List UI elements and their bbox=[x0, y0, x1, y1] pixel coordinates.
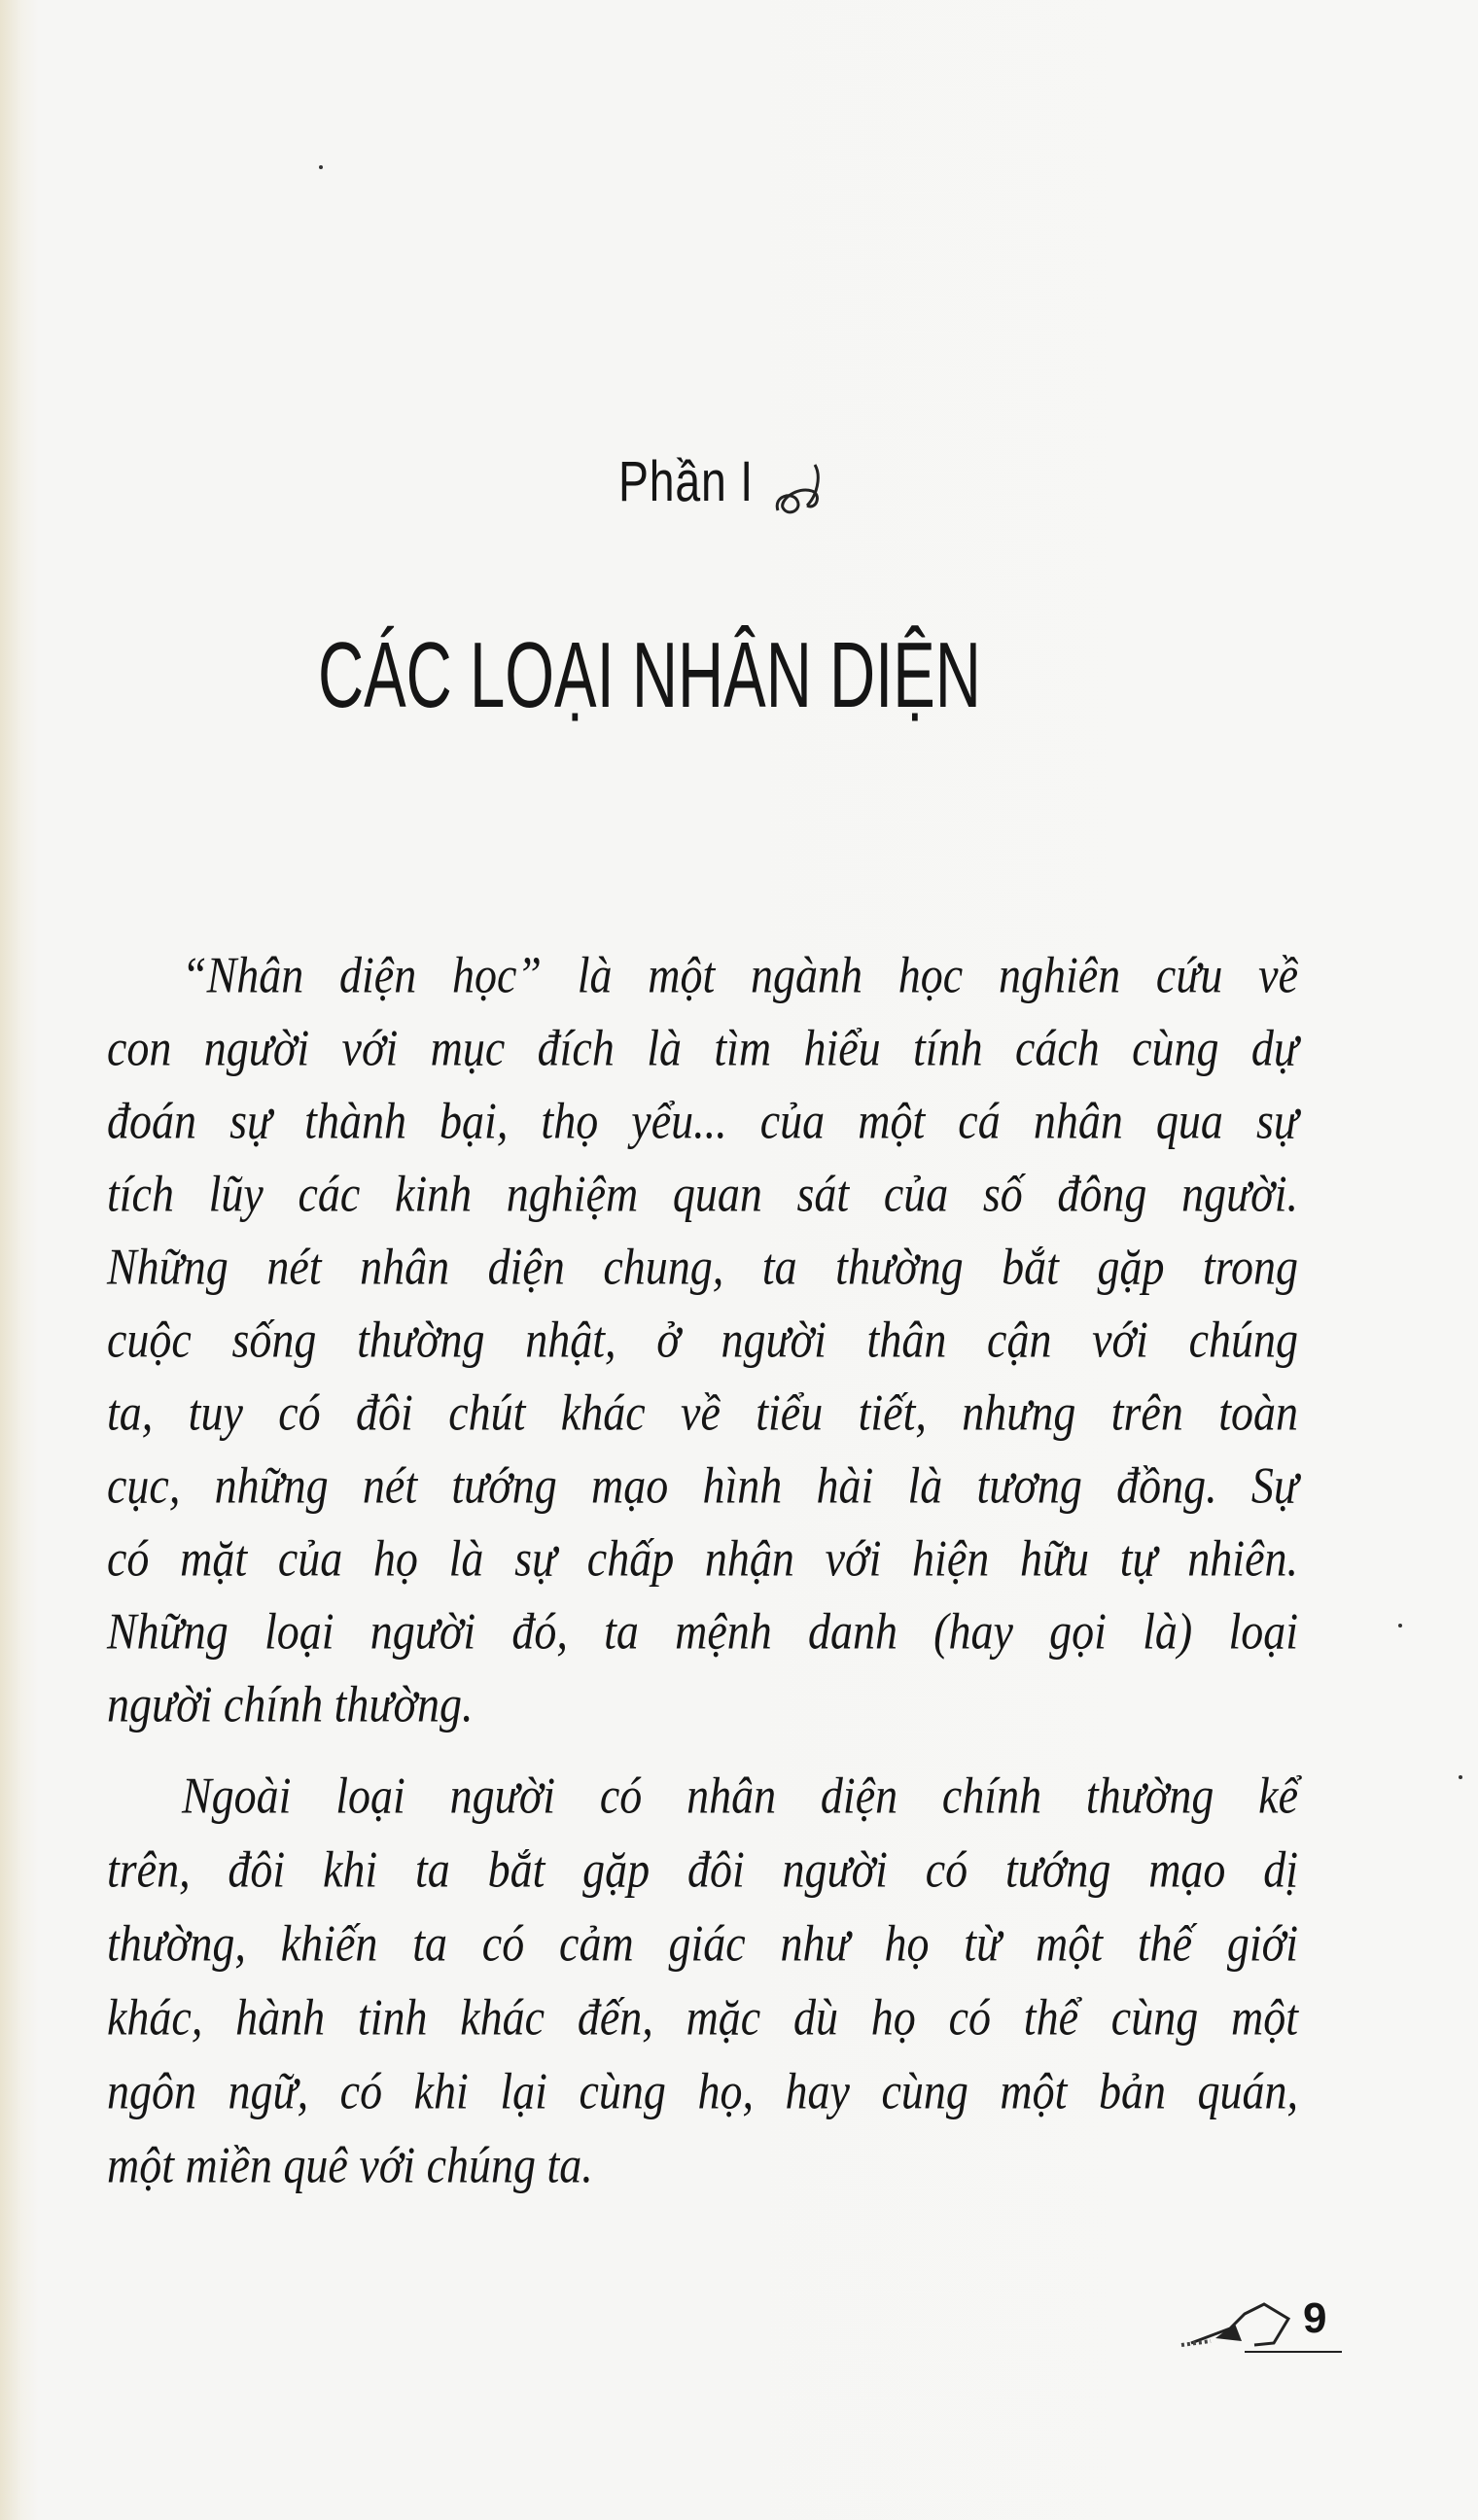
page-number: 9 bbox=[1303, 2294, 1327, 2342]
text-line: có mặt của họ là sự chấp nhận với hiện hữu tự nhiên. bbox=[107, 1529, 1298, 1587]
text-line: khác, hành tinh khác đến, mặc dù họ có thể cùng một bbox=[107, 1988, 1298, 2046]
text-line: thường, khiến ta có cảm giác như họ từ một thế giới bbox=[107, 1914, 1298, 1972]
scan-speck bbox=[1398, 1624, 1402, 1628]
chapter-title: CÁC LOẠI NHÂN DIỆN bbox=[318, 623, 981, 727]
scan-speck bbox=[319, 165, 323, 169]
scan-speck bbox=[1459, 1775, 1462, 1779]
text-line: tích lũy các kinh nghiệm quan sát của số đông người. bbox=[107, 1165, 1298, 1222]
text-line: Những loại người đó, ta mệnh danh (hay gọi là) loại bbox=[107, 1602, 1298, 1660]
text-line: con người với mục đích là tìm hiểu tính cách cùng dự bbox=[107, 1019, 1298, 1076]
text-line: trên, đôi khi ta bắt gặp đôi người có tướng mạo dị bbox=[107, 1840, 1298, 1898]
part-heading: Phần I bbox=[618, 450, 754, 513]
text-line: đoán sự thành bại, thọ yểu... của một cá nhân qua sự bbox=[107, 1092, 1298, 1149]
text-line: ngôn ngữ, có khi lại cùng họ, hay cùng một bản quán, bbox=[107, 2062, 1298, 2119]
text-line: một miền quê với chúng ta. bbox=[107, 2136, 593, 2193]
text-line: ta, tuy có đôi chút khác về tiểu tiết, nhưng trên toàn bbox=[107, 1383, 1298, 1441]
page-number-rule bbox=[1245, 2351, 1342, 2353]
text-line: người chính thường. bbox=[107, 1675, 474, 1732]
text-line: cuộc sống thường nhật, ở người thân cận với chúng bbox=[107, 1311, 1298, 1368]
text-line: cục, những nét tướng mạo hình hài là tương đồng. Sự bbox=[107, 1456, 1298, 1514]
text-line: Ngoài loại người có nhân diện chính thường kể bbox=[182, 1767, 1298, 1824]
text-line: Những nét nhân diện chung, ta thường bắt gặp trong bbox=[107, 1238, 1298, 1295]
text-line: “Nhân diện học” là một ngành học nghiên cứu về bbox=[182, 946, 1298, 1003]
page-ornament-icon bbox=[1172, 2285, 1298, 2358]
flourish-ornament-icon bbox=[768, 457, 836, 525]
